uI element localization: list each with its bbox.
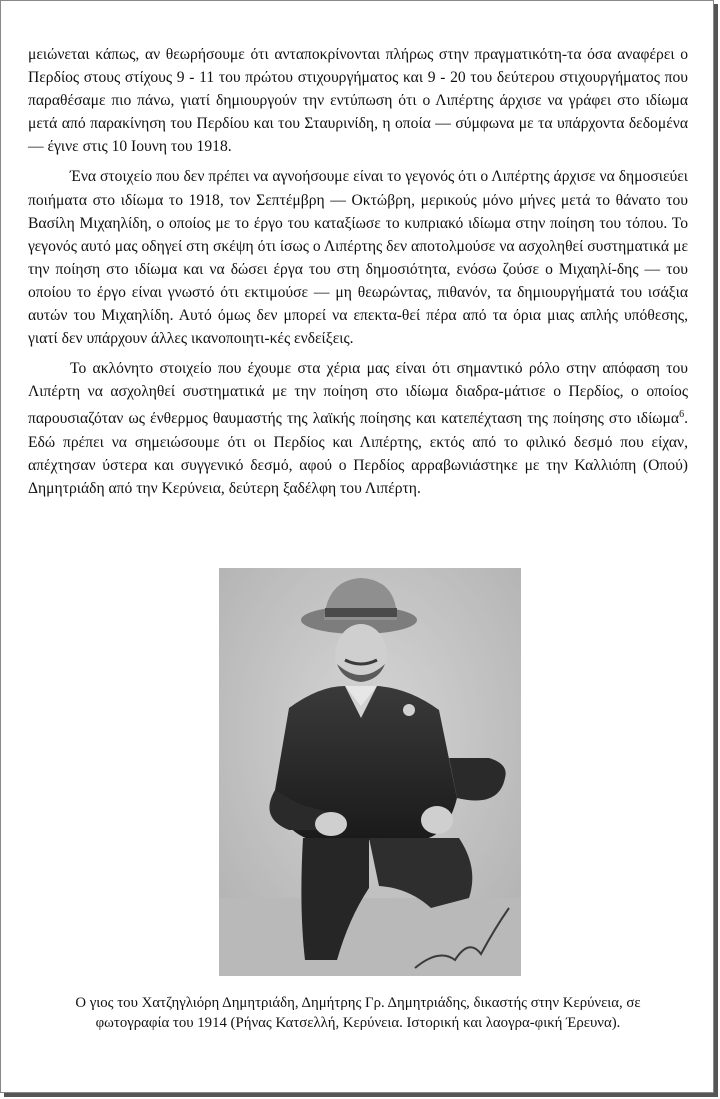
footnote-marker: 6	[679, 409, 685, 421]
body-text	[28, 43, 688, 507]
paragraph-3-part-2: . Εδώ πρέπει να σημειώσουμε ότι οι Περδίος και Λιπέρτης, εκτός από το φιλικό δεσμό που είχαν, απέχτησαν ύστερα και συγγενικό δεσμό, αφού ο Περδίος αρραβωνιάστηκε με την Καλλιόπη (Οπού) Δημητριάδη από την Κερύνεια, δεύτερη ξαδέλφη του Λιπέρτη.	[28, 410, 688, 497]
photo-caption: Ο γιος του Χατζηγλιόρη Δημητριάδη, Δημήτρης Γρ. Δημητριάδης, δικαστής στην Κερύνεια, σε φωτογραφία του 1914 (Ρήνας Κατσελλή, Κερύνεια. Ιστορική και λαογρα-φική Έρευνα).	[75, 995, 641, 1031]
paragraph-1: μειώνεται κάπως, αν θεωρήσουμε ότι ανταποκρίνονται πλήρως στην πραγματικότη-τα όσα αναφέρει ο Περδίος στους στίχους 9 - 11 του πρώτου στιχουργήματος και 9 - 20 του δεύτερου στιχουργήματος που παραθέσαμε πιο πάνω, γιατί δημιουργούν την εντύπωση ότι ο Λιπέρτης άρχισε να γράφει στο ιδίωμα μετά από παρακίνηση του Περδίου και του Σταυρινίδη, η οποία — σύμφωνα με τα υπάρχοντα δεδομένα — έγινε στις 10 Ιουνη του 1918.	[28, 46, 688, 156]
paragraph-2: Ένα στοιχείο που δεν πρέπει να αγνοήσουμε είναι το γεγονός ότι ο Λιπέρτης άρχισε να δημοσιεύει ποιήματα στο ιδίωμα το 1918, τον Σεπτέμβρη — Οκτώβρη, μερικούς μόνο μήνες μετά το θάνατο του Βασίλη Μιχαηλίδη, ο οποίος με το έργο του καταξίωσε το κυπριακό ιδίωμα στην ποίηση του τόπου. Το γεγονός αυτό μας οδηγεί στη σκέψη ότι ίσως ο Λιπέρτης δεν αποτολμούσε να ασχοληθεί συστηματικά με την ποίηση στο ιδίωμα και να δώσει έργα του στη δημοσιότητα, ενόσω ζούσε ο Μιχαηλί-δης — του οποίου το έργο είναι γνωστό ότι εκτιμούσε — μη θεωρώντας, πιθανόν, τα δημιουργήματά του ισάξια αυτών του Μιχαηλίδη. Αυτό όμως δεν μπορεί να επεκτα-θεί πέρα από τα όρια μιας απλής υπόθεσης, γιατί δεν υπάρχουν άλλες ικανοποιητι-κές ενδείξεις.	[28, 168, 688, 348]
portrait-photograph	[219, 568, 521, 976]
paragraph-3-part-1: Το ακλόνητο στοιχείο που έχουμε στα χέρια μας είναι ότι σημαντικό ρόλο στην απόφαση του Λιπέρτη να ασχοληθεί συστηματικά με την ποίηση στο ιδίωμα διαδρα-μάτισε ο Περδίος, ο οποίος παρουσιαζόταν ως ένθερμος θαυμαστής της λαϊκής ποίησης και κατεπέχταση της ποίησης στο ιδίωμα	[28, 360, 688, 428]
paragraph-3	[28, 357, 688, 500]
